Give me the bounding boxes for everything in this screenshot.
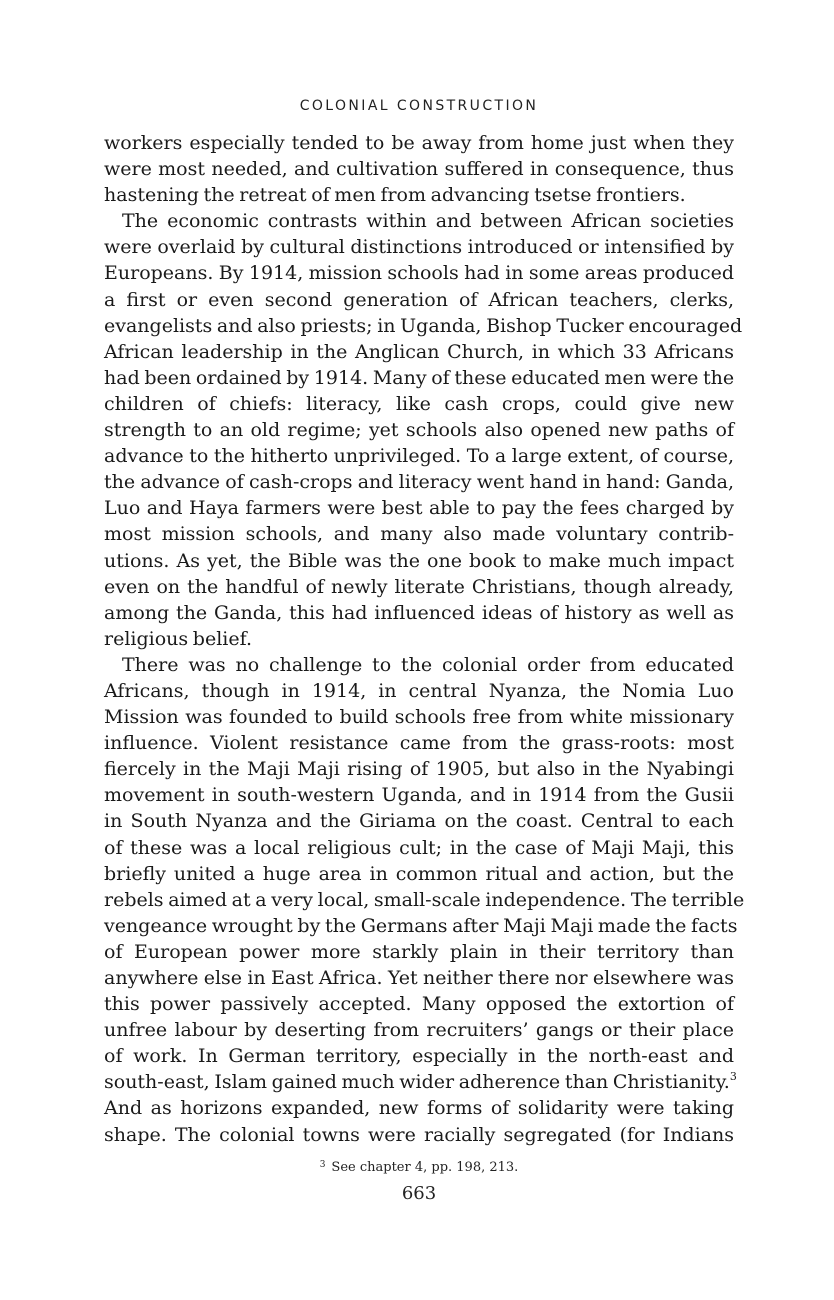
text-line <box>104 730 734 756</box>
text-line-content: Mission was founded to build schools free from white missionary <box>104 706 734 729</box>
text-line <box>104 443 734 469</box>
text-line <box>104 365 734 391</box>
text-line <box>104 1069 737 1095</box>
text-line-content: utions. As yet, the Bible was the one book to make much impact <box>104 549 734 572</box>
text-line <box>104 260 734 286</box>
text-line <box>104 234 734 260</box>
text-line-content: of work. In German territory, especially in the north-east and <box>104 1045 734 1068</box>
text-line <box>104 652 734 678</box>
text-line-content: There was no challenge to the colonial order from educated <box>122 653 734 676</box>
text-line-content: the advance of cash-crops and literacy went hand in hand: Ganda, <box>104 471 734 494</box>
text-line-content: rebels aimed at a very local, small-scale independence. The terrible <box>104 888 745 911</box>
text-line <box>104 574 734 600</box>
text-line <box>104 548 734 574</box>
text-line <box>104 887 745 913</box>
footnote-text: See chapter 4, pp. 198, 213. <box>331 1160 519 1175</box>
text-line <box>104 626 734 652</box>
text-line-content: movement in south-western Uganda, and in 1914 from the Gusii <box>104 784 734 807</box>
running-head: COLONIAL CONSTRUCTION <box>299 98 539 114</box>
text-line-content: vengeance wrought by the Germans after Maji Maji made the facts <box>104 914 738 937</box>
text-line-content: this power passively accepted. Many opposed the extortion of <box>104 993 734 1016</box>
text-line <box>104 313 743 339</box>
text-line-content: most mission schools, and many also made voluntary contrib- <box>104 523 734 546</box>
text-line-content: had been ordained by 1914. Many of these educated men were the <box>104 366 735 389</box>
text-line-content: And as horizons expanded, new forms of solidarity were taking <box>104 1097 734 1120</box>
text-line-content: shape. The colonial towns were racially segregated (for Indians <box>104 1123 734 1146</box>
text-line-content: The economic contrasts within and between African societies <box>122 210 734 233</box>
text-line-content: fiercely in the Maji Maji rising of 1905, but also in the Nyabingi <box>104 758 734 781</box>
footnote <box>104 1159 734 1177</box>
body-text <box>104 130 745 1148</box>
text-line-content: Africans, though in 1914, in central Nyanza, the Nomia Luo <box>104 679 734 702</box>
text-line <box>104 130 734 156</box>
text-line <box>104 495 734 521</box>
text-line-content: south-east, Islam gained much wider adherence than Christianity. <box>104 1071 730 1094</box>
text-line <box>104 182 734 208</box>
text-line <box>104 391 734 417</box>
text-line-content: hastening the retreat of men from advancing tsetse frontiers. <box>104 184 686 207</box>
text-line <box>104 1095 734 1121</box>
text-line-content: were overlaid by cultural distinctions introduced or intensified by <box>104 236 734 259</box>
text-line-content: of European power more starkly plain in their territory than <box>104 940 734 963</box>
text-line <box>104 156 734 182</box>
text-line-content: Europeans. By 1914, mission schools had in some areas produced <box>104 262 734 285</box>
text-line <box>104 1043 734 1069</box>
page-number: 663 <box>401 1183 437 1204</box>
text-line <box>104 782 734 808</box>
text-line <box>104 1017 734 1043</box>
text-line-content: in South Nyanza and the Giriama on the coast. Central to each <box>104 810 734 833</box>
text-line <box>104 965 734 991</box>
text-line-content: were most needed, and cultivation suffered in consequence, thus <box>104 158 734 181</box>
text-line-content: religious belief. <box>104 627 252 650</box>
text-line-content: evangelists and also priests; in Uganda, Bishop Tucker encouraged <box>104 314 743 337</box>
text-line <box>104 1122 734 1148</box>
text-line-content: advance to the hitherto unprivileged. To a large extent, of course, <box>104 445 734 468</box>
text-line-content: workers especially tended to be away from home just when they <box>104 132 734 154</box>
text-line <box>104 939 734 965</box>
text-line-content: children of chiefs: literacy, like cash crops, could give new <box>104 392 734 415</box>
text-line <box>104 417 734 443</box>
text-line <box>104 835 734 861</box>
text-line-content: anywhere else in East Africa. Yet neither there nor elsewhere was <box>104 967 734 989</box>
text-line <box>104 521 734 547</box>
text-line <box>104 913 738 939</box>
text-line-content: a first or even second generation of African teachers, clerks, <box>104 288 734 311</box>
text-line-content: even on the handful of newly literate Christians, though already, <box>104 575 734 598</box>
text-line-content: strength to an old regime; yet schools also opened new paths of <box>104 419 734 442</box>
text-line <box>104 600 734 626</box>
text-line <box>104 469 734 495</box>
text-line <box>104 287 734 313</box>
text-line-content: unfree labour by deserting from recruiters’ gangs or their place <box>104 1019 734 1042</box>
text-line-content: Luo and Haya farmers were best able to pay the fees charged by <box>104 497 734 520</box>
text-line <box>104 991 734 1017</box>
text-line-content: of these was a local religious cult; in the case of Maji Maji, this <box>104 836 734 859</box>
footnote-reference: 3 <box>729 1070 737 1084</box>
text-line <box>104 339 734 365</box>
text-line-content: influence. Violent resistance came from the grass-roots: most <box>104 732 734 755</box>
text-line-content: briefly united a huge area in common ritual and action, but the <box>104 862 734 885</box>
text-line <box>104 704 734 730</box>
text-line-content: among the Ganda, this had influenced ideas of history as well as <box>104 601 734 624</box>
text-line <box>104 208 734 234</box>
text-line <box>104 756 734 782</box>
footnote-marker: 3 <box>319 1160 326 1170</box>
text-line <box>104 808 734 834</box>
text-line <box>104 678 734 704</box>
text-line-content: African leadership in the Anglican Church, in which 33 Africans <box>104 340 734 363</box>
text-line <box>104 861 734 887</box>
